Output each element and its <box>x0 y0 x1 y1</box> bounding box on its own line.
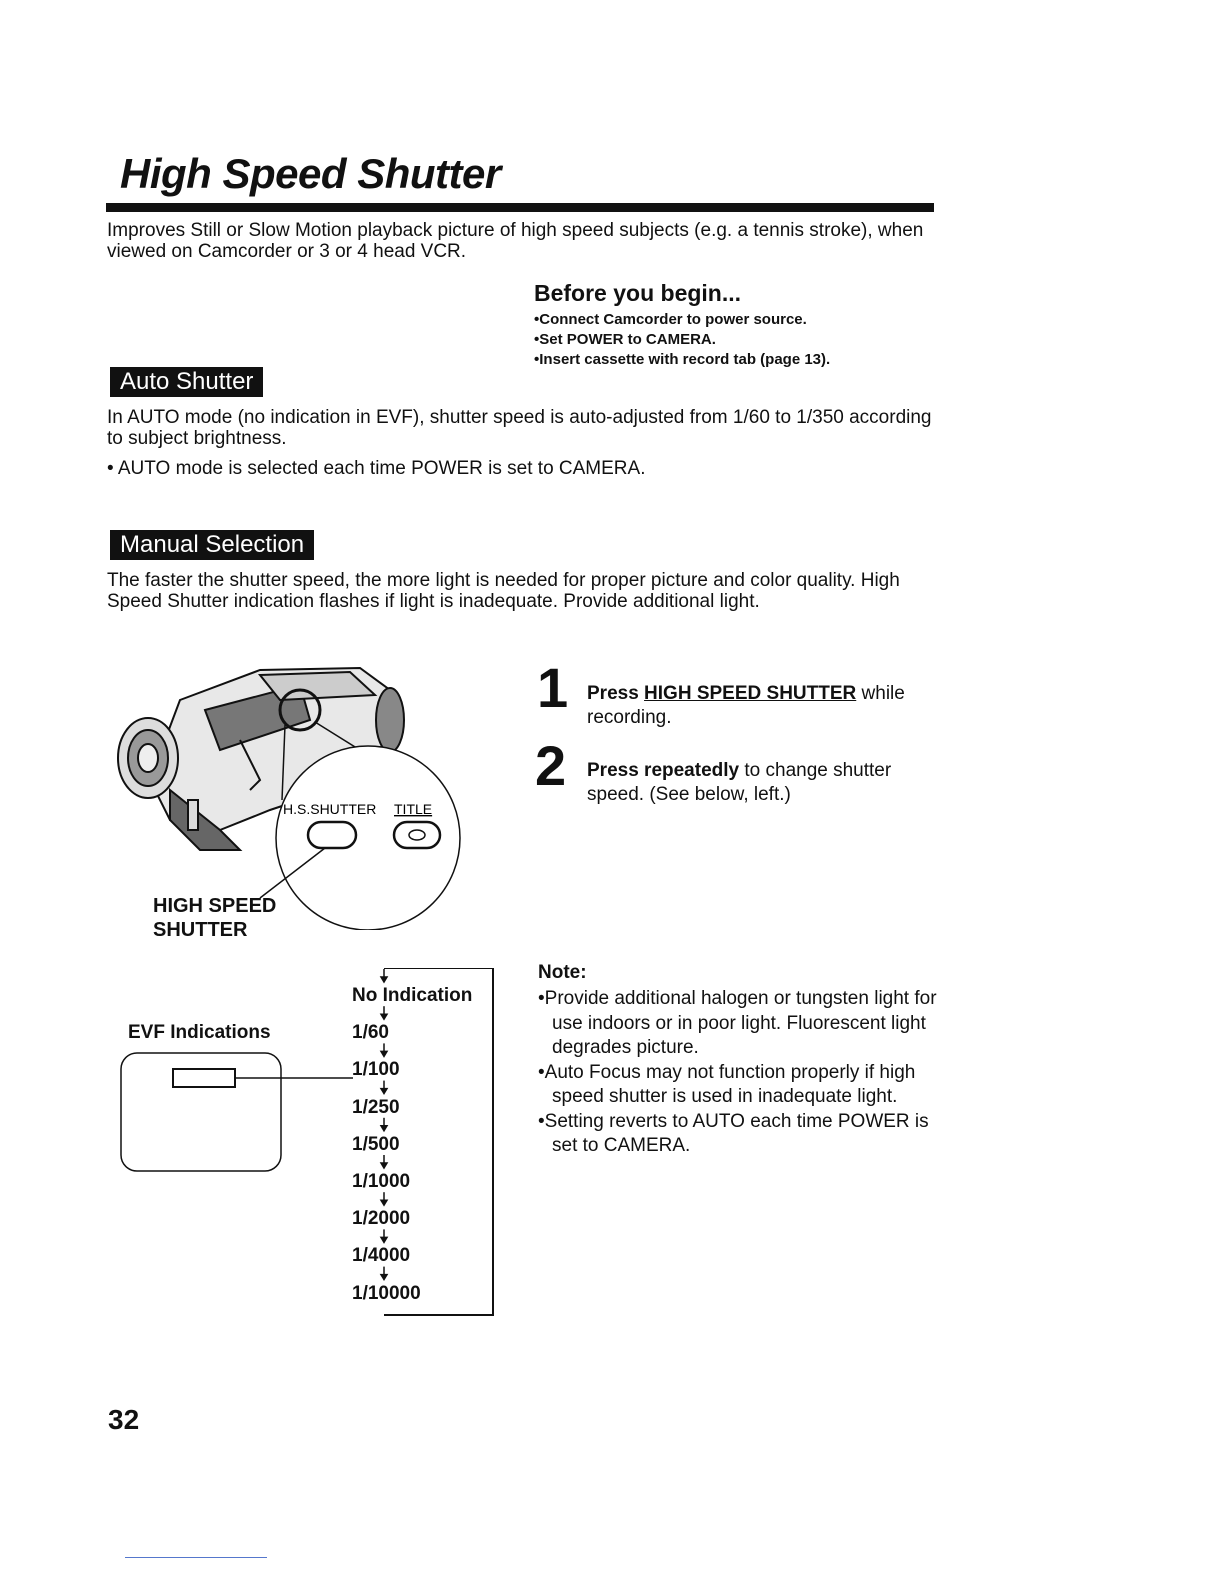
list-item: • Set POWER to CAMERA. <box>534 330 830 350</box>
evf-indicator-box <box>173 1069 235 1087</box>
speed-arrow-head <box>381 1163 387 1168</box>
speed-arrow-head <box>381 1051 387 1056</box>
manual-selection-heading: Manual Selection <box>110 530 314 560</box>
speed-arrow-head <box>381 1200 387 1205</box>
note-item: • Auto Focus may not function properly if high speed shutter is used in inadequate light. <box>538 1061 938 1110</box>
auto-shutter-text: In AUTO mode (no indication in EVF), shutter speed is auto-adjusted from 1/60 to 1/350 according to subject brightness. <box>107 407 932 449</box>
speed-arrow-head <box>381 977 387 982</box>
title-rule <box>106 203 934 212</box>
high-speed-shutter-label: HIGH SPEED SHUTTER <box>153 895 277 941</box>
hs-shutter-button <box>308 822 356 848</box>
note-item: • Provide additional halogen or tungsten light for use indoors or in poor light. Fluorescent light degrades picture. <box>538 987 938 1061</box>
camcorder-illustration <box>110 650 480 930</box>
step-1-button-name: HIGH SPEED SHUTTER <box>644 683 857 704</box>
shutter-speed-item: 1/100 <box>352 1059 400 1081</box>
manual-selection-text: The faster the shutter speed, the more light is needed for proper picture and color quality. High Speed Shutter indication flashes if light is inadequate. Provide additional light. <box>107 570 900 612</box>
step-number: 2 <box>535 734 567 797</box>
shutter-speed-item: No Indication <box>352 985 473 1006</box>
evf-indications-label: EVF Indications <box>128 1022 271 1043</box>
footer-rule <box>125 1557 267 1558</box>
shutter-speed-item: 1/2000 <box>352 1208 411 1230</box>
step-1-text <box>587 682 947 730</box>
shutter-speed-item: 1/60 <box>352 1022 389 1044</box>
speed-arrow-head <box>381 1126 387 1131</box>
auto-shutter-bullet: • AUTO mode is selected each time POWER is set to CAMERA. <box>107 458 646 479</box>
shutter-speed-item: 1/500 <box>352 1133 400 1155</box>
title-button <box>394 822 440 848</box>
shutter-speed-item: 1/1000 <box>352 1171 411 1192</box>
speed-arrow-head <box>381 1275 387 1280</box>
note-list <box>538 987 938 1159</box>
page-number: 32 <box>108 1404 140 1435</box>
auto-shutter-heading: Auto Shutter <box>110 367 263 397</box>
step-1-bold: Press <box>587 683 645 704</box>
step-number: 1 <box>537 656 569 719</box>
step-2-text <box>587 759 947 807</box>
list-item: • Connect Camcorder to power source. <box>534 310 830 330</box>
note-heading: Note: <box>538 962 587 983</box>
speed-arrow-head <box>381 1089 387 1094</box>
note-item: • Setting reverts to AUTO each time POWER is set to CAMERA. <box>538 1110 938 1159</box>
intro-text: Improves Still or Slow Motion playback picture of high speed subjects (e.g. a tennis stroke), when viewed on Camcorder or 3 or 4 head VCR. <box>107 220 924 262</box>
before-you-begin-list <box>534 310 830 370</box>
step-1-rest: while recording. <box>587 683 905 728</box>
evf-diagram <box>118 968 498 1318</box>
speed-arrow-head <box>381 1237 387 1242</box>
evf-screen-outline <box>121 1053 281 1171</box>
before-you-begin-heading: Before you begin... <box>534 280 742 306</box>
step-2-rest: to change shutter speed. (See below, left.) <box>587 760 892 805</box>
title-button-label: TITLE <box>394 801 433 817</box>
list-item: • Insert cassette with record tab (page 13). <box>534 350 830 370</box>
shutter-speed-item: 1/250 <box>352 1096 400 1118</box>
speed-arrow-head <box>381 1014 387 1019</box>
speed-arrows <box>381 969 387 1280</box>
step-2-bold: Press repeatedly <box>587 760 740 781</box>
hs-shutter-button-label: H.S.SHUTTER <box>283 801 377 817</box>
shutter-speed-item: 1/10000 <box>352 1282 421 1304</box>
page-title: High Speed Shutter <box>120 150 501 197</box>
shutter-speed-item: 1/4000 <box>352 1245 411 1267</box>
